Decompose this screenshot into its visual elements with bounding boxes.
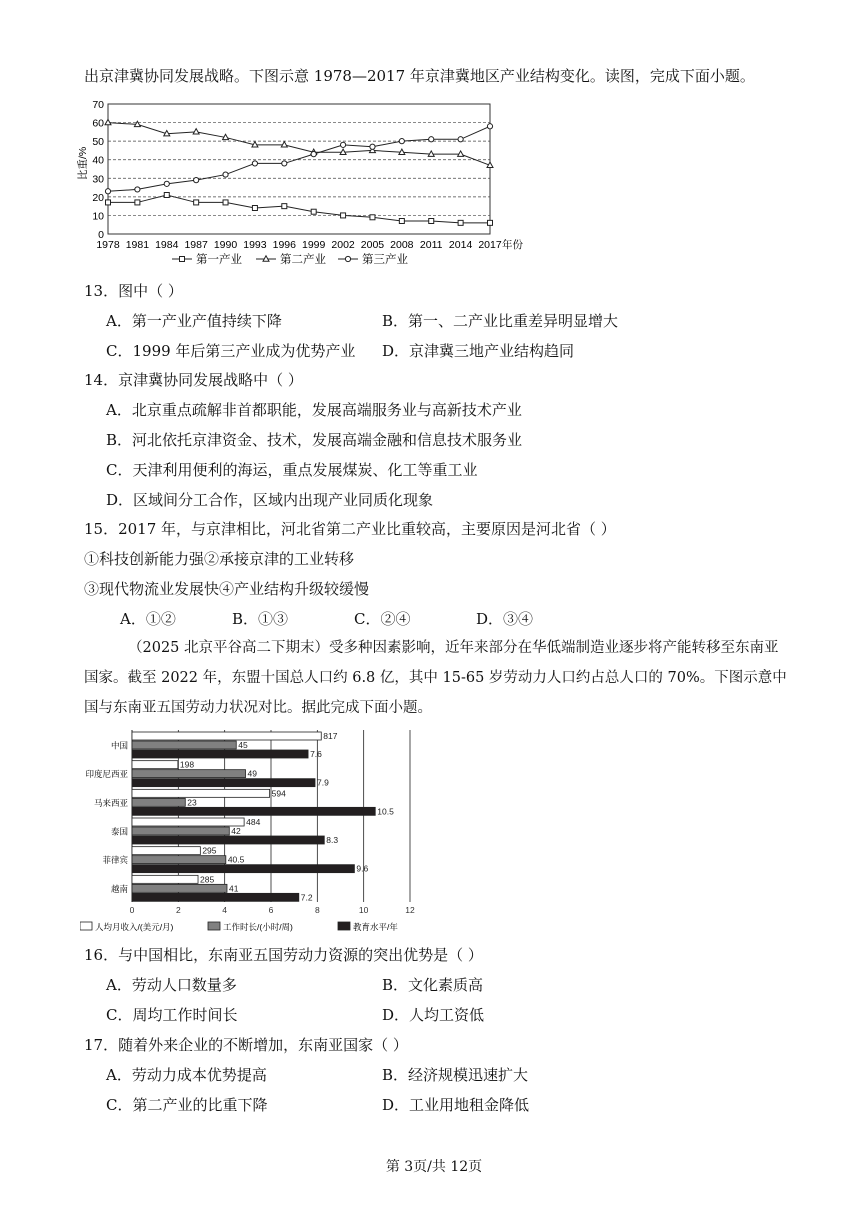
- data-label: 817: [323, 731, 338, 741]
- data-label: 41: [228, 883, 239, 894]
- data-label: 9.6: [356, 863, 369, 874]
- data-point: [488, 220, 493, 225]
- data-point: [341, 213, 346, 218]
- bar: [132, 770, 246, 778]
- q13-option-d[interactable]: D．京津冀三地产业结构趋同: [382, 342, 575, 360]
- x-tick-label: 2: [175, 905, 181, 915]
- data-point: [370, 215, 375, 220]
- q16-option-a[interactable]: A．劳动人口数量多: [106, 976, 237, 994]
- data-point: [135, 200, 140, 205]
- category-label: 中国: [110, 740, 128, 751]
- x-tick-label: 4: [222, 905, 228, 915]
- y-tick-label: 10: [92, 210, 104, 223]
- bar: [132, 827, 229, 835]
- q13-stem: 13．图中（ ）: [84, 282, 183, 300]
- q13-option-a[interactable]: A．第一产业产值持续下降: [106, 312, 282, 330]
- x-tick-label: 12: [405, 905, 415, 915]
- x-tick-label: 10: [358, 905, 369, 915]
- bar: [132, 761, 178, 769]
- legend-marker: [180, 257, 185, 262]
- intro-text-2a: （2025 北京平谷高二下期末）受多种因素影响，近年来部分在华低端制造业逐步将产能转移至东南亚: [128, 640, 779, 656]
- plot-frame: [108, 104, 490, 234]
- data-label: 23: [187, 797, 197, 808]
- y-tick-label: 20: [92, 191, 104, 204]
- x-tick-label: 1996: [272, 239, 296, 251]
- q14-option-d[interactable]: D．区域间分工合作，区域内出现产业同质化现象: [106, 491, 434, 509]
- q15-statement-2: ③现代物流业发展快④产业结构升级较缓慢: [84, 580, 370, 598]
- x-tick-label: 1978: [96, 239, 120, 251]
- bar: [132, 884, 227, 892]
- legend-swatch: [80, 922, 92, 930]
- x-tick-label: 2017: [478, 239, 502, 251]
- data-label: 8.3: [326, 835, 339, 845]
- x-axis-unit: 年份: [502, 239, 523, 251]
- q15-stem: 15．2017 年，与京津相比，河北省第二产业比重较高，主要原因是河北省（ ）: [84, 520, 616, 538]
- x-tick-label: 1987: [184, 239, 208, 251]
- data-label: 594: [271, 788, 286, 799]
- q15-statement-1: ①科技创新能力强②承接京津的工业转移: [84, 550, 355, 568]
- x-tick-label: 1999: [302, 239, 326, 251]
- y-tick-label: 60: [92, 117, 104, 130]
- y-axis-label: 比重/%: [77, 146, 89, 181]
- q14-stem: 14．京津冀协同发展战略中（ ）: [84, 371, 303, 389]
- bar: [132, 807, 375, 815]
- data-label: 7.9: [317, 777, 329, 788]
- bar: [132, 789, 270, 797]
- data-label: 10.5: [377, 806, 394, 817]
- bar: [132, 779, 315, 787]
- data-point: [194, 200, 199, 205]
- data-point: [458, 137, 463, 142]
- category-label: 印度尼西亚: [85, 769, 128, 780]
- x-tick-label: 1990: [213, 239, 238, 251]
- data-point: [282, 204, 287, 209]
- x-tick-label: 2002: [331, 239, 355, 251]
- q17-option-d[interactable]: D．工业用地租金降低: [382, 1096, 530, 1114]
- q17-option-a[interactable]: A．劳动力成本优势提高: [106, 1066, 267, 1084]
- data-label: 295: [202, 845, 217, 856]
- data-point: [399, 219, 404, 224]
- data-label: 7.2: [300, 892, 313, 903]
- data-point: [458, 220, 463, 225]
- industry-structure-chart: [76, 96, 536, 274]
- data-point: [399, 139, 404, 144]
- data-label: 285: [200, 874, 215, 885]
- data-point: [311, 152, 316, 157]
- bar: [132, 847, 200, 855]
- x-tick-label: 1981: [125, 239, 150, 251]
- bar: [132, 732, 321, 740]
- legend-marker: [345, 256, 350, 261]
- legend-label: 第一产业: [196, 254, 242, 266]
- bar: [132, 893, 299, 901]
- data-label: 198: [179, 759, 195, 770]
- q15-option-b[interactable]: B．①③: [232, 610, 289, 628]
- x-tick-label: 2005: [360, 239, 385, 251]
- data-label: 49: [247, 768, 257, 779]
- data-label: 7.6: [310, 749, 322, 759]
- data-point: [311, 209, 316, 214]
- data-point: [106, 200, 111, 205]
- data-point: [164, 181, 169, 186]
- x-tick-label: 6: [268, 905, 274, 915]
- legend-swatch: [208, 922, 220, 930]
- data-point: [370, 144, 375, 149]
- q13-option-c[interactable]: C．1999 年后第三产业成为优势产业: [106, 342, 356, 360]
- data-label: 484: [246, 817, 261, 827]
- data-point: [340, 142, 345, 147]
- q14-option-c[interactable]: C．天津利用便利的海运，重点发展煤炭、化工等重工业: [106, 461, 478, 479]
- legend-label: 第二产业: [280, 254, 326, 266]
- x-tick-label: 2008: [390, 239, 414, 251]
- q16-option-d[interactable]: D．人均工资低: [382, 1006, 485, 1024]
- data-point: [194, 178, 199, 183]
- data-label: 40.5: [227, 854, 245, 865]
- data-point: [487, 124, 492, 129]
- y-tick-label: 50: [92, 136, 104, 149]
- bar: [132, 856, 226, 864]
- x-tick-label: 1984: [155, 239, 179, 251]
- bar: [132, 818, 244, 826]
- category-label: 菲律宾: [102, 855, 128, 866]
- page-footer: 第 3页/共 12页: [385, 1159, 483, 1175]
- data-point: [429, 219, 434, 224]
- data-point: [105, 189, 110, 194]
- x-tick-label: 8: [314, 905, 320, 915]
- data-point: [135, 187, 140, 192]
- category-label: 马来西亚: [93, 797, 128, 808]
- x-tick-label: 2011: [419, 239, 443, 251]
- bar: [132, 741, 236, 749]
- data-point: [223, 200, 228, 205]
- legend-label: 第三产业: [362, 254, 408, 266]
- x-tick-label: 2014: [448, 239, 473, 251]
- bar: [132, 836, 324, 844]
- q16-option-b[interactable]: B．文化素质高: [382, 976, 484, 994]
- labor-comparison-chart: [80, 726, 430, 938]
- q13-option-b[interactable]: B．第一、二产业比重差异明显增大: [382, 312, 619, 330]
- intro-text-1: 出京津冀协同发展战略。下图示意 1978—2017 年京津冀地区产业结构变化。读图，完成下面小题。: [84, 67, 755, 85]
- data-label: 42: [231, 826, 241, 836]
- intro-text-2b: 国家。截至 2022 年，东盟十国总人口约 6.8 亿，其中 15-65 岁劳动力人口约占总人口的 70%。下图示意中: [84, 670, 787, 686]
- data-point: [164, 193, 169, 198]
- x-tick-label: 0: [129, 905, 135, 915]
- y-tick-label: 40: [92, 154, 104, 167]
- data-point: [282, 161, 287, 166]
- q17-option-c[interactable]: C．第二产业的比重下降: [106, 1096, 268, 1114]
- data-point: [223, 172, 228, 177]
- data-point: [252, 161, 257, 166]
- category-label: 越南: [110, 883, 128, 894]
- data-point: [252, 206, 257, 211]
- bar: [132, 875, 198, 883]
- data-label: 45: [238, 740, 248, 750]
- q16-option-c[interactable]: C．周均工作时间长: [106, 1006, 238, 1024]
- q15-option-c[interactable]: C．②④: [354, 610, 411, 628]
- q15-option-a[interactable]: A．①②: [120, 610, 176, 628]
- y-tick-label: 30: [92, 173, 104, 186]
- intro-text-2c: 国与东南亚五国劳动力状况对比。据此完成下面小题。: [84, 700, 432, 716]
- legend-label: 教育水平/年: [353, 922, 398, 932]
- q16-stem: 16．与中国相比，东南亚五国劳动力资源的突出优势是（ ）: [84, 946, 483, 964]
- q17-option-b[interactable]: B．经济规模迅速扩大: [382, 1066, 529, 1084]
- q17-stem: 17．随着外来企业的不断增加，东南亚国家（ ）: [84, 1036, 408, 1054]
- data-point: [429, 137, 434, 142]
- legend-swatch: [338, 922, 350, 930]
- bar: [132, 798, 185, 806]
- category-label: 泰国: [110, 826, 128, 837]
- q14-option-a[interactable]: A．北京重点疏解非首都职能，发展高端服务业与高新技术产业: [106, 401, 522, 419]
- y-tick-label: 70: [92, 99, 104, 111]
- q15-option-d[interactable]: D．③④: [476, 610, 534, 628]
- y-tick-label: 0: [98, 229, 104, 241]
- bar: [132, 750, 308, 758]
- legend-label: 工作时长/(小时/周): [223, 922, 293, 932]
- q14-option-b[interactable]: B．河北依托京津资金、技术，发展高端金融和信息技术服务业: [106, 431, 523, 449]
- legend-label: 人均月收入/(美元/月): [95, 922, 174, 932]
- x-tick-label: 1993: [243, 239, 267, 251]
- bar: [132, 865, 354, 873]
